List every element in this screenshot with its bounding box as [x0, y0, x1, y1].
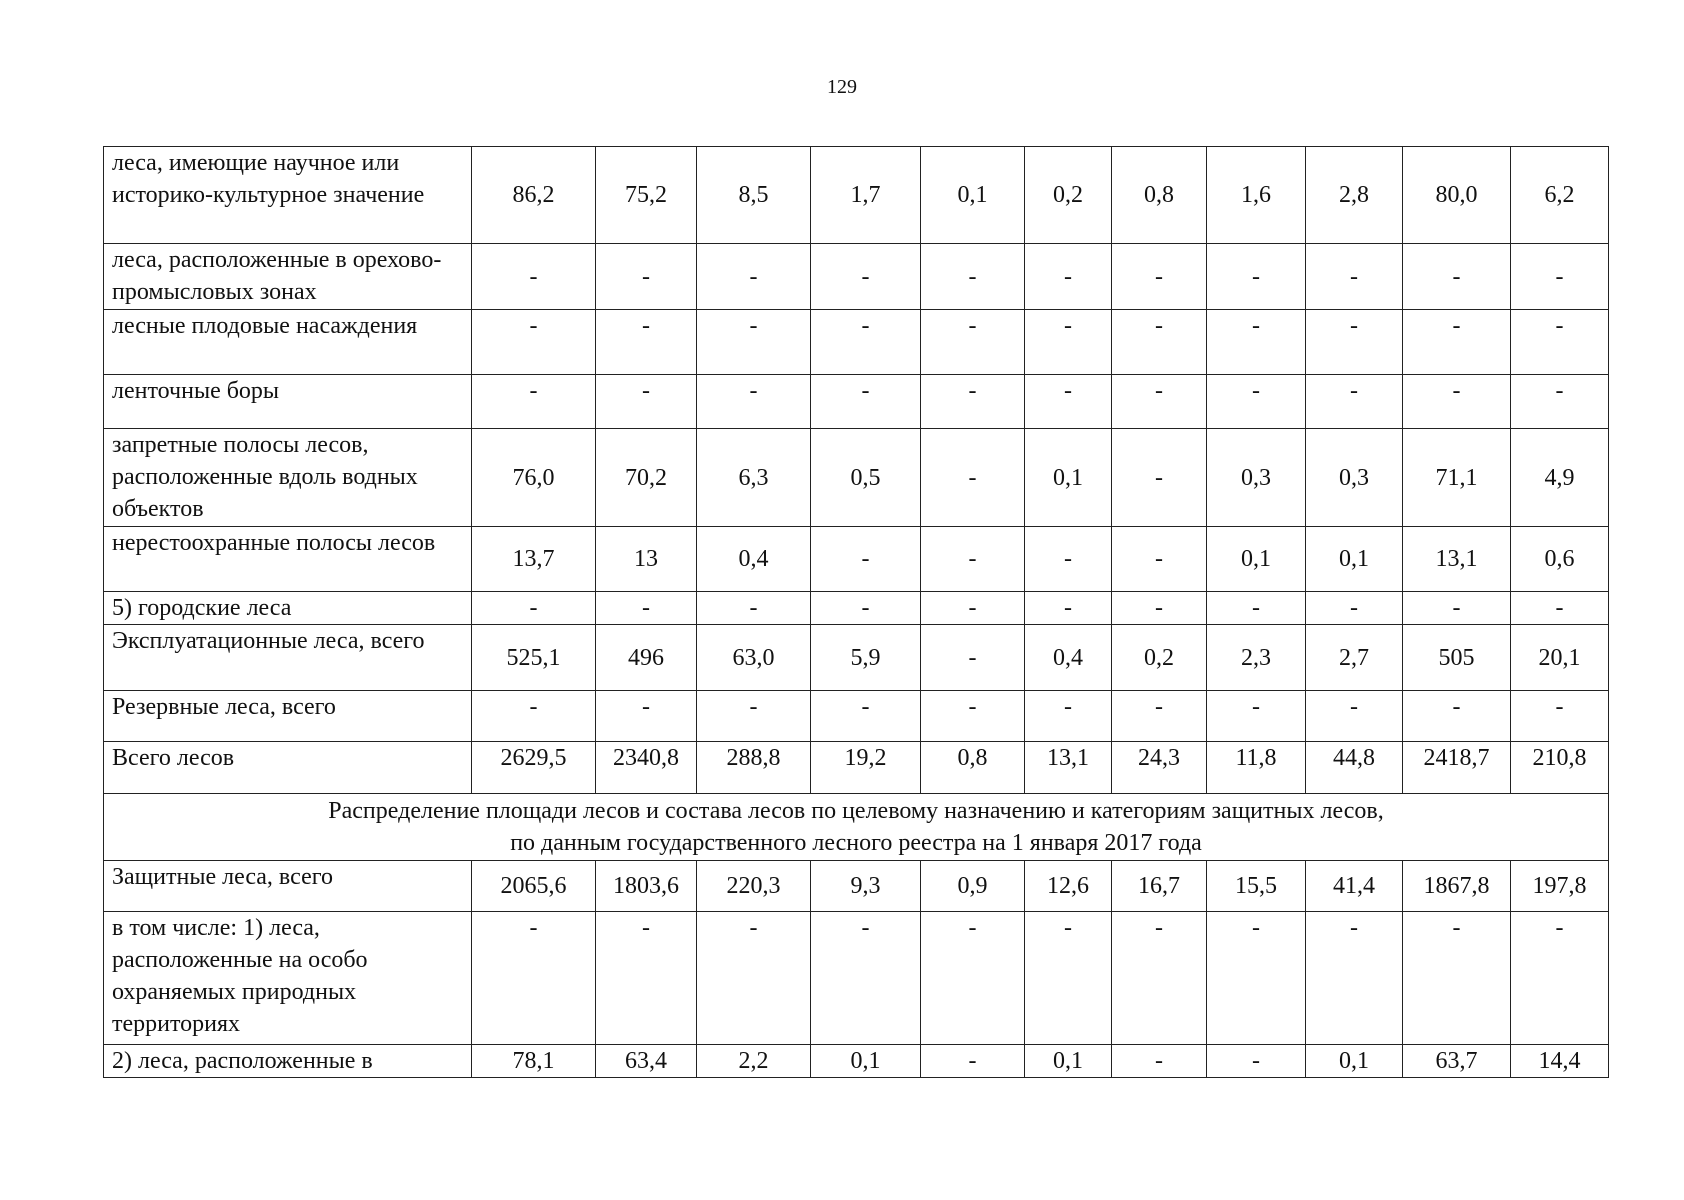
row-label: 5) городские леса	[104, 592, 472, 625]
value-cell: -	[921, 310, 1025, 375]
value-cell: -	[472, 691, 596, 742]
row-label: нерестоохранные полосы лесов	[104, 527, 472, 592]
value-cell: -	[921, 625, 1025, 691]
value-cell: 75,2	[596, 147, 697, 244]
value-cell: -	[1306, 912, 1403, 1045]
table-row	[104, 592, 1609, 625]
value-cell: 13,7	[472, 527, 596, 592]
value-cell: 70,2	[596, 429, 697, 527]
value-cell: -	[811, 912, 921, 1045]
value-cell: 15,5	[1207, 861, 1306, 912]
value-cell: 13,1	[1025, 742, 1112, 794]
row-label: ленточные боры	[104, 375, 472, 429]
value-cell: 16,7	[1112, 861, 1207, 912]
value-cell: -	[811, 310, 921, 375]
row-label: леса, расположенные в орехово-промысловых зонах	[104, 244, 472, 310]
value-cell: -	[472, 592, 596, 625]
value-cell: -	[1511, 912, 1609, 1045]
section-heading	[104, 794, 1609, 861]
table-row	[104, 527, 1609, 592]
value-cell: 78,1	[472, 1045, 596, 1078]
value-cell: -	[1112, 592, 1207, 625]
section-heading-row	[104, 794, 1609, 861]
value-cell: -	[472, 310, 596, 375]
page-number: 129	[827, 76, 857, 98]
value-cell: 2,2	[697, 1045, 811, 1078]
table-row	[104, 861, 1609, 912]
value-cell: 0,9	[921, 861, 1025, 912]
value-cell: -	[472, 912, 596, 1045]
value-cell: -	[921, 691, 1025, 742]
value-cell: 80,0	[1403, 147, 1511, 244]
value-cell: 210,8	[1511, 742, 1609, 794]
value-cell: -	[1112, 691, 1207, 742]
value-cell: -	[1306, 375, 1403, 429]
value-cell: 44,8	[1306, 742, 1403, 794]
value-cell: -	[1403, 691, 1511, 742]
value-cell: 0,8	[1112, 147, 1207, 244]
value-cell: 6,2	[1511, 147, 1609, 244]
value-cell: -	[596, 375, 697, 429]
value-cell: 0,1	[811, 1045, 921, 1078]
value-cell: 24,3	[1112, 742, 1207, 794]
value-cell: 505	[1403, 625, 1511, 691]
value-cell: -	[921, 429, 1025, 527]
value-cell: 525,1	[472, 625, 596, 691]
value-cell: 0,1	[1025, 429, 1112, 527]
value-cell: -	[697, 244, 811, 310]
value-cell: 20,1	[1511, 625, 1609, 691]
value-cell: -	[1403, 310, 1511, 375]
value-cell: 0,1	[1207, 527, 1306, 592]
value-cell: 0,5	[811, 429, 921, 527]
value-cell: -	[596, 244, 697, 310]
table-row	[104, 691, 1609, 742]
value-cell: -	[1112, 244, 1207, 310]
value-cell: -	[697, 375, 811, 429]
value-cell: 0,6	[1511, 527, 1609, 592]
value-cell: -	[811, 691, 921, 742]
value-cell: 1,7	[811, 147, 921, 244]
value-cell: 0,1	[1306, 1045, 1403, 1078]
value-cell: 0,1	[1306, 527, 1403, 592]
value-cell: 2,8	[1306, 147, 1403, 244]
row-label: 2) леса, расположенные в	[104, 1045, 472, 1078]
value-cell: 1,6	[1207, 147, 1306, 244]
value-cell: 2,7	[1306, 625, 1403, 691]
value-cell: -	[596, 310, 697, 375]
value-cell: 2418,7	[1403, 742, 1511, 794]
value-cell: -	[1025, 527, 1112, 592]
value-cell: 0,1	[1025, 1045, 1112, 1078]
value-cell: -	[921, 592, 1025, 625]
value-cell: -	[1025, 375, 1112, 429]
value-cell: 2065,6	[472, 861, 596, 912]
value-cell: -	[1025, 244, 1112, 310]
value-cell: -	[1207, 691, 1306, 742]
value-cell: 1803,6	[596, 861, 697, 912]
value-cell: 0,4	[697, 527, 811, 592]
value-cell: 8,5	[697, 147, 811, 244]
table-row	[104, 147, 1609, 244]
table-row	[104, 429, 1609, 527]
value-cell: 0,1	[921, 147, 1025, 244]
value-cell: -	[811, 527, 921, 592]
value-cell: -	[1511, 375, 1609, 429]
value-cell: -	[1306, 592, 1403, 625]
value-cell: 14,4	[1511, 1045, 1609, 1078]
table-section-heading	[104, 794, 1609, 861]
value-cell: 0,2	[1112, 625, 1207, 691]
value-cell: -	[697, 310, 811, 375]
value-cell: 0,3	[1207, 429, 1306, 527]
table-section-lower	[104, 861, 1609, 1078]
value-cell: -	[596, 592, 697, 625]
row-label: лесные плодовые насаждения	[104, 310, 472, 375]
value-cell: -	[1025, 691, 1112, 742]
table-row	[104, 244, 1609, 310]
section-heading-line-1: Распределение площади лесов и состава лесов по целевому назначению и категориям защитных лесов,	[328, 798, 1384, 824]
table-row	[104, 742, 1609, 794]
value-cell: -	[1403, 592, 1511, 625]
value-cell: 0,2	[1025, 147, 1112, 244]
value-cell: -	[921, 912, 1025, 1045]
value-cell: -	[1025, 310, 1112, 375]
value-cell: 2629,5	[472, 742, 596, 794]
value-cell: -	[921, 527, 1025, 592]
value-cell: -	[1306, 310, 1403, 375]
row-label: леса, имеющие научное или историко-культурное значение	[104, 147, 472, 244]
value-cell: -	[1511, 244, 1609, 310]
value-cell: -	[1207, 244, 1306, 310]
value-cell: 220,3	[697, 861, 811, 912]
value-cell: -	[1207, 912, 1306, 1045]
value-cell: -	[1112, 310, 1207, 375]
value-cell: -	[697, 912, 811, 1045]
value-cell: 76,0	[472, 429, 596, 527]
value-cell: -	[472, 244, 596, 310]
value-cell: -	[1403, 375, 1511, 429]
value-cell: 9,3	[811, 861, 921, 912]
value-cell: -	[1112, 1045, 1207, 1078]
table-section-upper	[104, 147, 1609, 794]
value-cell: -	[1403, 912, 1511, 1045]
value-cell: -	[1207, 310, 1306, 375]
value-cell: -	[811, 375, 921, 429]
value-cell: -	[1511, 310, 1609, 375]
value-cell: -	[697, 592, 811, 625]
value-cell: -	[1112, 912, 1207, 1045]
table-row	[104, 912, 1609, 1045]
value-cell: -	[596, 691, 697, 742]
value-cell: -	[1025, 912, 1112, 1045]
value-cell: 1867,8	[1403, 861, 1511, 912]
value-cell: -	[921, 375, 1025, 429]
value-cell: -	[472, 375, 596, 429]
row-label: Всего лесов	[104, 742, 472, 794]
value-cell: 63,4	[596, 1045, 697, 1078]
value-cell: 63,0	[697, 625, 811, 691]
value-cell: 2,3	[1207, 625, 1306, 691]
value-cell: -	[1112, 429, 1207, 527]
row-label: в том числе: 1) леса, расположенные на особо охраняемых природных территориях	[104, 912, 472, 1045]
value-cell: 0,3	[1306, 429, 1403, 527]
value-cell: -	[1025, 592, 1112, 625]
value-cell: -	[921, 244, 1025, 310]
value-cell: 11,8	[1207, 742, 1306, 794]
row-label: Эксплуатационные леса, всего	[104, 625, 472, 691]
value-cell: 2340,8	[596, 742, 697, 794]
value-cell: 63,7	[1403, 1045, 1511, 1078]
value-cell: -	[1306, 691, 1403, 742]
section-heading-line-2: по данным государственного лесного реестра на 1 января 2017 года	[510, 830, 1202, 856]
value-cell: 0,8	[921, 742, 1025, 794]
value-cell: 4,9	[1511, 429, 1609, 527]
value-cell: -	[1511, 592, 1609, 625]
table-row	[104, 1045, 1609, 1078]
value-cell: -	[1112, 527, 1207, 592]
value-cell: 496	[596, 625, 697, 691]
value-cell: 12,6	[1025, 861, 1112, 912]
value-cell: 71,1	[1403, 429, 1511, 527]
value-cell: 0,4	[1025, 625, 1112, 691]
value-cell: -	[1403, 244, 1511, 310]
value-cell: -	[1207, 1045, 1306, 1078]
value-cell: -	[1207, 592, 1306, 625]
row-label: запретные полосы лесов, расположенные вдоль водных объектов	[104, 429, 472, 527]
value-cell: 19,2	[811, 742, 921, 794]
value-cell: -	[697, 691, 811, 742]
table-row	[104, 625, 1609, 691]
value-cell: 13	[596, 527, 697, 592]
table-row	[104, 310, 1609, 375]
value-cell: -	[1511, 691, 1609, 742]
value-cell: -	[596, 912, 697, 1045]
row-label: Резервные леса, всего	[104, 691, 472, 742]
forest-statistics-table	[103, 146, 1609, 1078]
value-cell: 86,2	[472, 147, 596, 244]
value-cell: -	[1306, 244, 1403, 310]
table-row	[104, 375, 1609, 429]
row-label: Защитные леса, всего	[104, 861, 472, 912]
value-cell: 6,3	[697, 429, 811, 527]
value-cell: 197,8	[1511, 861, 1609, 912]
value-cell: -	[921, 1045, 1025, 1078]
value-cell: 288,8	[697, 742, 811, 794]
value-cell: 5,9	[811, 625, 921, 691]
value-cell: -	[1112, 375, 1207, 429]
value-cell: 13,1	[1403, 527, 1511, 592]
value-cell: -	[1207, 375, 1306, 429]
value-cell: -	[811, 244, 921, 310]
value-cell: -	[811, 592, 921, 625]
value-cell: 41,4	[1306, 861, 1403, 912]
